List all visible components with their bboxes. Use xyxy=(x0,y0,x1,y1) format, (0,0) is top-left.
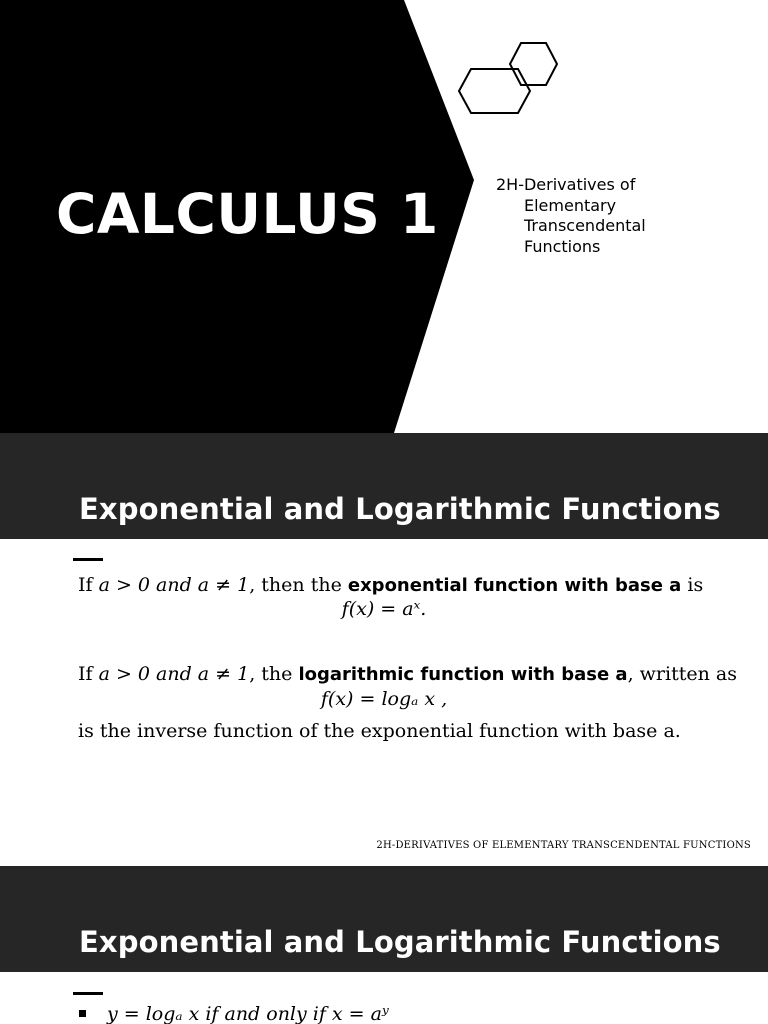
subtitle-line: 2H-Derivatives of xyxy=(496,175,636,194)
text: , the xyxy=(249,663,299,685)
title-slide xyxy=(0,0,768,433)
accent-dash xyxy=(73,992,103,995)
subtitle-line: Functions xyxy=(524,236,601,256)
formula-exponential: f(x) = aˣ. xyxy=(341,598,427,620)
inverse-statement: is the inverse function of the exponential function with base a. xyxy=(78,720,681,742)
bullet-text: y = logₐ x if and only if x = aʸ xyxy=(107,1003,389,1024)
slide-subtitle xyxy=(496,175,726,257)
condition-math: a > 0 and a ≠ 1 xyxy=(98,663,250,685)
subtitle-line: Elementary xyxy=(524,195,617,215)
subtitle-line: Transcendental xyxy=(524,216,646,235)
slide3-header-title: Exponential and Logarithmic Functions xyxy=(79,925,721,959)
slide-footer: 2H-DERIVATIVES OF ELEMENTARY TRANSCENDENTAL FUNCTIONS xyxy=(376,840,751,851)
condition-math: a > 0 and a ≠ 1 xyxy=(98,574,250,596)
hexagon-icon-large xyxy=(459,69,530,113)
slide2-header-title: Exponential and Logarithmic Functions xyxy=(79,492,721,526)
text: , then the xyxy=(249,574,348,596)
hexagon-icon-small xyxy=(510,43,557,85)
text: If xyxy=(78,663,99,685)
text: If xyxy=(78,574,99,596)
accent-dash xyxy=(73,558,103,561)
bullet-marker xyxy=(79,1010,86,1017)
slide-title: CALCULUS 1 xyxy=(56,182,439,246)
bold-term: exponential function with base a xyxy=(347,575,682,596)
definition-logarithmic xyxy=(78,663,737,685)
bold-term: logarithmic function with base a xyxy=(298,664,628,685)
formula-logarithmic: f(x) = logₐ x , xyxy=(320,688,448,710)
text: is xyxy=(681,574,704,596)
text: , written as xyxy=(627,663,737,685)
definition-exponential xyxy=(78,574,703,596)
